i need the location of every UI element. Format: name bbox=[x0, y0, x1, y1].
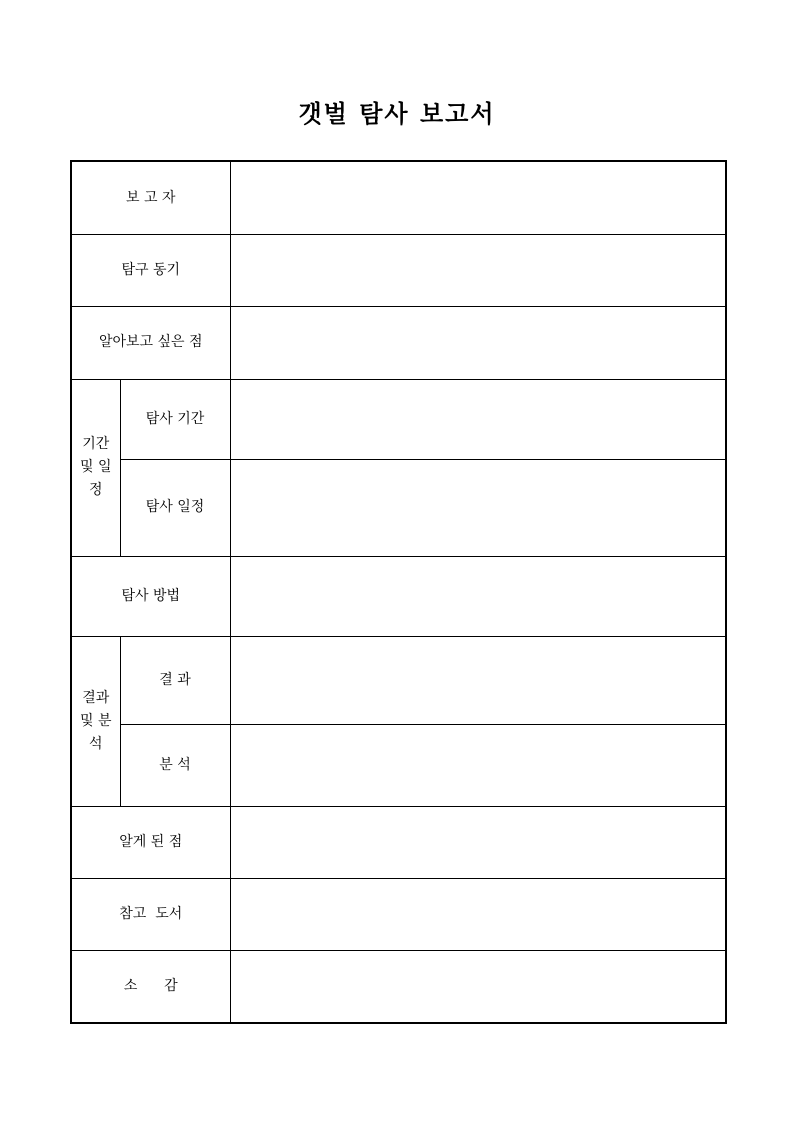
row-method bbox=[71, 556, 726, 636]
row-impressions bbox=[71, 950, 726, 1023]
report-form-table bbox=[70, 160, 727, 1024]
method-label: 탐사 방법 bbox=[121, 587, 181, 604]
curiosity-field[interactable] bbox=[230, 306, 726, 379]
label-cell bbox=[120, 636, 230, 724]
learned-field[interactable] bbox=[230, 806, 726, 878]
impressions-label: 소 감 bbox=[123, 978, 178, 995]
document-title: 갯벌 탐사 보고서 bbox=[298, 99, 496, 128]
row-motivation bbox=[71, 234, 726, 306]
row-result bbox=[71, 636, 726, 724]
row-schedule bbox=[71, 459, 726, 556]
result-group-label: 결과 및 분석 bbox=[80, 689, 114, 752]
motivation-field[interactable] bbox=[230, 234, 726, 306]
row-learned bbox=[71, 806, 726, 878]
references-field[interactable] bbox=[230, 878, 726, 950]
schedule-field[interactable] bbox=[230, 459, 726, 556]
label-cell bbox=[71, 306, 230, 379]
row-curiosity bbox=[71, 306, 726, 379]
result-group-cell bbox=[71, 636, 120, 806]
row-references bbox=[71, 878, 726, 950]
schedule-label: 탐사 일정 bbox=[145, 499, 205, 516]
result-label: 결 과 bbox=[159, 671, 191, 688]
row-reporter bbox=[71, 161, 726, 234]
label-cell bbox=[120, 724, 230, 806]
label-cell bbox=[71, 234, 230, 306]
row-analysis bbox=[71, 724, 726, 806]
label-cell bbox=[120, 459, 230, 556]
label-cell bbox=[71, 878, 230, 950]
period-group-label: 기간 및 일정 bbox=[80, 436, 114, 498]
label-cell bbox=[71, 950, 230, 1023]
reporter-field[interactable] bbox=[230, 161, 726, 234]
motivation-label: 탐구 동기 bbox=[121, 261, 181, 278]
result-field[interactable] bbox=[230, 636, 726, 724]
period-field[interactable] bbox=[230, 379, 726, 459]
impressions-field[interactable] bbox=[230, 950, 726, 1023]
label-cell bbox=[71, 806, 230, 878]
method-field[interactable] bbox=[230, 556, 726, 636]
curiosity-label: 알아보고 싶은 점 bbox=[98, 334, 203, 351]
reporter-label: 보 고 자 bbox=[126, 189, 176, 206]
label-cell bbox=[71, 556, 230, 636]
label-cell bbox=[120, 379, 230, 459]
learned-label: 알게 된 점 bbox=[119, 833, 183, 850]
analysis-field[interactable] bbox=[230, 724, 726, 806]
label-cell bbox=[71, 161, 230, 234]
period-label: 탐사 기간 bbox=[145, 410, 205, 427]
period-group-cell bbox=[71, 379, 120, 556]
row-period bbox=[71, 379, 726, 459]
analysis-label: 분 석 bbox=[159, 756, 191, 773]
references-label: 참고 도서 bbox=[119, 905, 183, 922]
